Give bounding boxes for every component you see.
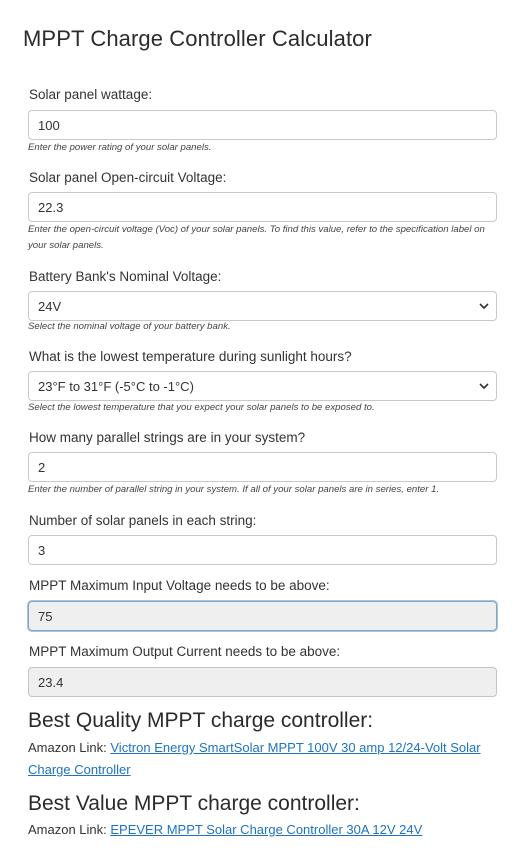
open-circuit-voltage-label: Solar panel Open-circuit Voltage: [29,170,227,185]
best-quality-amazon [28,737,498,781]
open-circuit-voltage-help: Enter the open-circuit voltage (Voc) of your solar panels. To find this value, refer to the specification label on your solar panels. [28,224,485,251]
open-circuit-voltage-value: 22.3 [38,199,64,215]
solar-wattage-value: 100 [38,117,60,133]
best-value-amazon [28,819,498,841]
max-output-current-output[interactable] [28,667,497,697]
parallel-strings-input[interactable] [28,452,497,482]
battery-voltage-help: Select the nominal voltage of your battery bank. [28,321,231,332]
max-output-current-label: MPPT Maximum Output Current needs to be above: [29,644,341,659]
battery-voltage-value: 24V [38,298,62,314]
best-value-prefix: Amazon Link: [28,822,111,837]
parallel-strings-value: 2 [38,459,46,475]
best-quality-heading: Best Quality MPPT charge controller: [28,709,374,732]
battery-voltage-select[interactable] [28,291,497,321]
parallel-strings-help: Enter the number of parallel string in your system. If all of your solar panels are in series, enter 1. [28,484,440,495]
max-input-voltage-value: 75 [38,608,53,624]
panels-per-string-label: Number of solar panels in each string: [29,513,257,528]
chevron-down-icon [478,380,490,392]
best-value-link[interactable]: EPEVER MPPT Solar Charge Controller 30A 12V 24V [110,822,423,837]
solar-wattage-label: Solar panel wattage: [29,87,153,102]
parallel-strings-label: How many parallel strings are in your system? [29,430,306,445]
lowest-temperature-label: What is the lowest temperature during sunlight hours? [29,349,352,364]
open-circuit-voltage-input[interactable] [28,192,497,222]
best-value-heading: Best Value MPPT charge controller: [28,792,360,815]
lowest-temperature-value: 23°F to 31°F (-5°C to -1°C) [38,378,194,394]
max-output-current-value: 23.4 [38,674,64,690]
page-title: MPPT Charge Controller Calculator [23,26,372,51]
battery-voltage-label: Battery Bank's Nominal Voltage: [29,269,222,284]
solar-wattage-help: Enter the power rating of your solar panels. [28,142,212,153]
lowest-temperature-help: Select the lowest temperature that you expect your solar panels to be exposed to. [28,402,375,413]
max-input-voltage-label: MPPT Maximum Input Voltage needs to be above: [29,578,330,593]
solar-wattage-input[interactable] [28,110,497,140]
max-input-voltage-output[interactable] [28,601,497,631]
panels-per-string-input[interactable] [28,535,497,565]
chevron-down-icon [478,300,490,312]
best-quality-link[interactable]: Victron Energy SmartSolar MPPT 100V 30 amp 12/24-Volt Solar Charge Controller [28,740,481,777]
panels-per-string-value: 3 [38,542,46,558]
best-quality-prefix: Amazon Link: [28,740,111,755]
lowest-temperature-select[interactable] [28,371,497,401]
